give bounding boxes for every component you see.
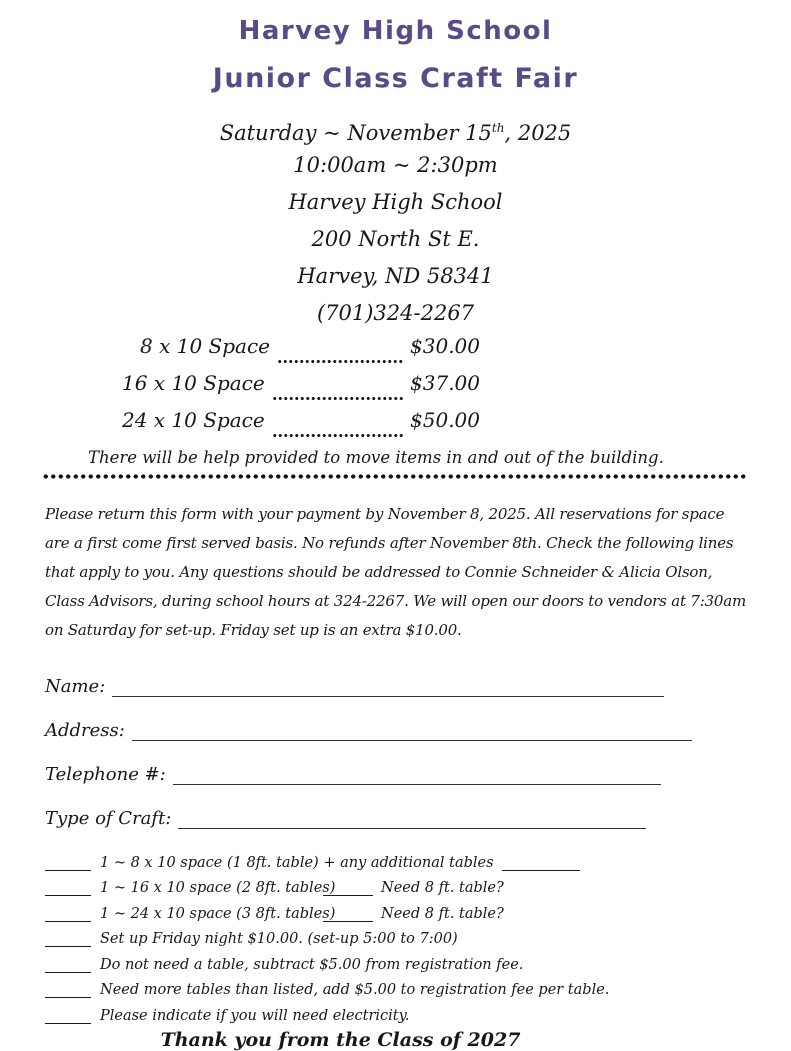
page-title-school: Harvey High School [238, 16, 553, 46]
check-row-8x10 [45, 845, 745, 871]
dot-leader [272, 396, 403, 401]
dot-leader [277, 359, 403, 364]
check-blank-line[interactable] [45, 1013, 91, 1024]
event-city: Harvey, ND 58341 [297, 264, 494, 288]
check-text: 1 ~ 8 x 10 space (1 8ft. table) + any additional tables [100, 854, 494, 871]
event-street: 200 North St E. [311, 227, 480, 251]
price-list [0, 334, 791, 445]
check-row-electricity [45, 998, 745, 1024]
event-phone: (701)324-2267 [316, 301, 475, 325]
address-field-row [45, 697, 791, 741]
check-blank-line[interactable] [45, 911, 91, 922]
need-table-blank-line[interactable] [323, 911, 373, 922]
price-label: 8 x 10 Space [140, 334, 270, 358]
dot-leader [272, 433, 403, 438]
check-blank-line[interactable] [45, 936, 91, 947]
check-text: Need more tables than listed, add $5.00 to registration fee per table. [100, 982, 610, 998]
check-blank-line[interactable] [45, 860, 91, 871]
address-input-line[interactable] [132, 727, 692, 741]
page-title-event: Junior Class Craft Fair [212, 63, 579, 94]
help-note: There will be help provided to move items in and out of the building. [88, 448, 664, 467]
contact-fields [45, 653, 791, 829]
price-label: 24 x 10 Space [122, 408, 265, 432]
dotted-divider [42, 473, 746, 480]
need-table-blank-line[interactable] [323, 885, 373, 896]
address-field-label: Address: [45, 720, 125, 741]
price-value: $30.00 [410, 334, 480, 358]
check-row-more-tables [45, 973, 745, 999]
check-row-24x10 [45, 896, 745, 922]
telephone-field-row [45, 741, 791, 785]
thank-you-note: Thank you from the Class of 2027 [160, 1028, 521, 1051]
need-table-text: Need 8 ft. table? [381, 905, 504, 922]
price-row-8x10 [140, 334, 480, 371]
check-text: Please indicate if you will need electricity. [100, 1007, 410, 1024]
check-text: 1 ~ 16 x 10 space (2 8ft. tables) [100, 880, 336, 896]
check-blank-line[interactable] [45, 987, 91, 998]
telephone-field-label: Telephone #: [45, 764, 166, 785]
check-row-16x10 [45, 871, 745, 897]
check-row-no-table [45, 947, 745, 973]
event-date [0, 110, 791, 147]
options-checklist [45, 845, 791, 1024]
name-field-label: Name: [45, 676, 106, 697]
craft-type-field-row [45, 785, 791, 829]
event-time: 10:00am ~ 2:30pm [293, 153, 498, 177]
name-input-line[interactable] [112, 683, 664, 697]
check-text: Set up Friday night $10.00. (set-up 5:00 to 7:00) [100, 931, 458, 947]
name-field-row [45, 653, 791, 697]
price-row-24x10 [122, 408, 480, 445]
check-blank-line[interactable] [45, 885, 91, 896]
telephone-input-line[interactable] [173, 771, 661, 785]
price-value: $37.00 [410, 371, 480, 395]
event-date-year: , 2025 [504, 121, 572, 145]
craft-type-input-line[interactable] [178, 815, 646, 829]
event-details [0, 110, 791, 332]
need-table-group [323, 880, 504, 896]
price-label: 16 x 10 Space [122, 371, 265, 395]
need-table-group [323, 906, 504, 922]
craft-type-field-label: Type of Craft: [45, 808, 172, 829]
event-date-ordinal: th [491, 121, 505, 135]
check-row-friday-setup [45, 922, 745, 948]
check-text: Do not need a table, subtract $5.00 from registration fee. [100, 956, 524, 973]
check-blank-line[interactable] [45, 962, 91, 973]
check-text: 1 ~ 24 x 10 space (3 8ft. tables) [100, 905, 336, 922]
need-table-text: Need 8 ft. table? [381, 880, 504, 896]
event-date-text: Saturday ~ November 15 [219, 121, 492, 145]
price-row-16x10 [122, 371, 480, 408]
event-venue: Harvey High School [288, 190, 503, 214]
additional-tables-blank-line[interactable] [502, 860, 580, 871]
instructions-paragraph: Please return this form with your payment by November 8, 2025. All reservations for space are a first come first served basis. No refunds after November 8th. Check the following lines that apply to you. Any questions should be addressed to Connie Schneider & Alicia Olson, Class Advisors, during school hours at 324-2267. We will open our doors to vendors at 7:30am on Saturday for set-up. Friday set up is an extra $10.00. [45, 505, 747, 639]
price-value: $50.00 [410, 408, 480, 432]
